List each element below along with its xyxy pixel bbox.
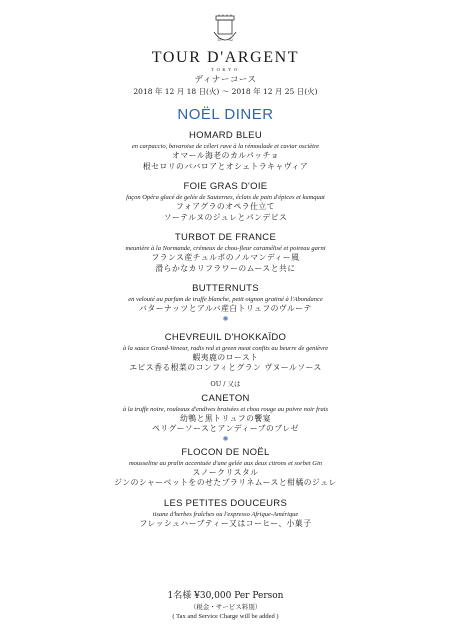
logo-year-right: 82 [228, 38, 233, 42]
dish-japanese: 根セロリのババロアとオシェトラキャヴィア [142, 161, 309, 171]
dish-name: HOMARD BLEU [189, 130, 262, 141]
dish-japanese: 蝦夷鹿のロースト [192, 352, 259, 362]
dish-japanese: 滑らかなカリフラワーのムースと共に [155, 263, 296, 273]
course-item [0, 332, 451, 374]
snowflake-icon: ❅ [222, 314, 229, 323]
course-item [0, 283, 451, 323]
dish-name: FLOCON DE NOËL [181, 446, 270, 458]
course-item [0, 130, 451, 172]
price-note-japanese: （税金・サービス料別） [189, 603, 262, 611]
dish-description: à la sauce Grand-Veneur, radis red et green meat confits au beurre de genièvre [122, 344, 329, 352]
dish-japanese: フォアグラのオペラ仕立て [176, 202, 275, 211]
dish-name: TURBOT DE FRANCE [174, 232, 277, 243]
dish-description: façon Opéra glacé de gelée de Sauternes, éclats de pain d'épices et kumquat [126, 194, 325, 201]
dish-name: FOIE GRAS D'OIE [183, 181, 268, 192]
course-item [0, 447, 451, 489]
dish-japanese: ソーテルヌのジュレとパンデピス [163, 212, 288, 222]
dish-description: en velouté au parfum de truffe blanche, petit oignon gratiné à l'Abondance [128, 296, 323, 303]
price-line: 1名様 ¥30,000 Per Person [167, 591, 284, 601]
or-separator: OU / 又は [210, 379, 241, 388]
dish-japanese: エピス香る根菜のコンフィとグラン ヴヌールソース [129, 363, 322, 372]
brand-name: TOUR D'ARGENT [151, 49, 300, 66]
date-range: 2018 年 12 月 18 日(火) ～ 2018 年 12 月 25 日(火) [133, 87, 318, 96]
menu-title: NOËL DINER [177, 106, 274, 123]
dish-name: CANETON [201, 392, 250, 404]
brand-subtitle: TOKYO [211, 67, 240, 72]
course-item [0, 498, 451, 530]
dish-description: mousseline au pralin accentuée d'une gelée aux deux citrons et sorbet Gin [128, 459, 323, 467]
snowflake-icon: ❅ [222, 434, 229, 443]
dish-description: tisane d'herbes fraîches ou l'expresso Afrique-Amérique [152, 510, 299, 518]
dish-description: meunière à la Normande, crémeux de chou-fleur caramélisé et poireau garni [125, 245, 326, 252]
course-item [0, 181, 451, 223]
dish-japanese: バターナッツとアルバ産白トリュフのヴルーテ [139, 304, 312, 313]
dish-name: LES PETITES DOUCEURS [163, 497, 288, 509]
dish-japanese: ペリグーソースとアンディーブのブレゼ [152, 424, 299, 433]
logo-year-left: 15 [217, 38, 222, 42]
dish-description: à la truffe noire, rouleaux d'endives braisées et chou rouge au poivre noir frais [122, 405, 329, 413]
dish-name: BUTTERNUTS [192, 283, 259, 294]
dish-japanese: スノークリスタル [192, 467, 259, 477]
dish-japanese: オマール海老のカルパッチョ [172, 151, 279, 160]
dish-japanese: フランス産チュルボのノルマンディー風 [151, 253, 300, 262]
course-item [0, 232, 451, 274]
tour-d-argent-crest-icon [210, 14, 240, 48]
dish-name: CHEVREUIL D'HOKKAÏDO [164, 331, 287, 343]
dish-japanese: フレッシュハーブティー又はコーヒー、小菓子 [139, 518, 312, 528]
course-list [0, 130, 451, 529]
dish-japanese: 幼鴨と黒トリュフの饗宴 [179, 413, 272, 423]
price-note-english: ( Tax and Service Charge will be added ) [172, 613, 279, 620]
course-item [0, 393, 451, 443]
course-name: ディナーコース [194, 75, 257, 85]
dish-japanese: ジンのシャーベットをのせたプラリネムースと柑橘のジュレ [114, 478, 337, 487]
dish-description: en carpaccio, bavaroise de céleri rave à la rémoulade et caviar osciètre [131, 143, 320, 150]
